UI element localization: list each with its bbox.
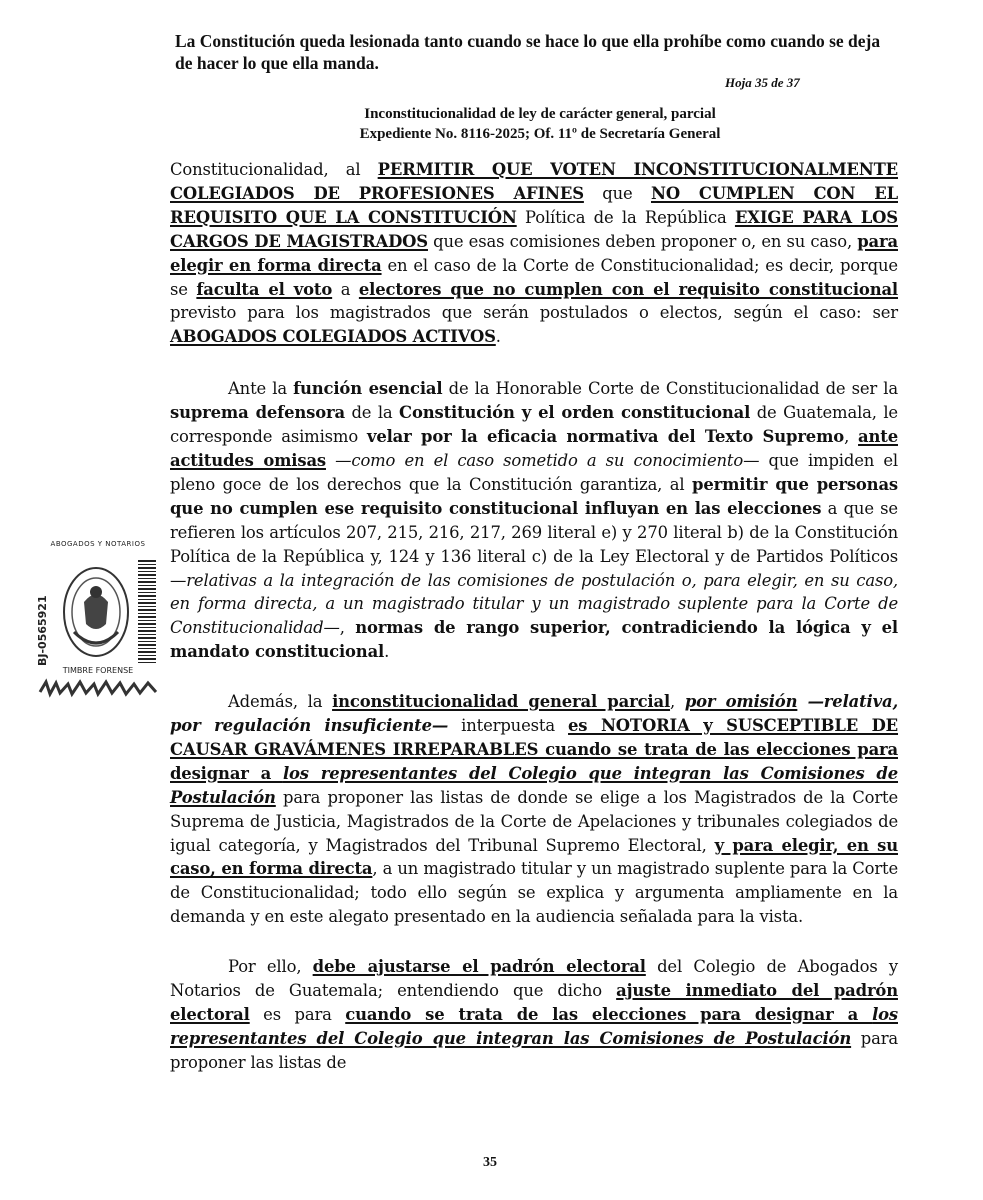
emphasis-run: electores que no cumplen con el requisito constitucional xyxy=(358,279,899,299)
emphasis-run: es NOTORIA y SUSCEPTIBLE DE CAUSAR GRAVÁMENES IRREPARABLES cuando se trata de las elecciones para designar a xyxy=(170,716,899,783)
stamp-top-text: ABOGADOS Y NOTARIOS xyxy=(50,540,146,548)
text-run: Ante la xyxy=(228,379,294,399)
text-run: en el caso de la Corte de Constitucionalidad; es decir, porque se xyxy=(170,255,898,299)
forensic-stamp xyxy=(38,538,158,698)
emphasis-run: y para elegir, en su caso, en forma directa xyxy=(170,835,898,879)
text-run: Por ello, xyxy=(228,957,313,977)
stamp-bottom-text: TIMBRE FORENSE xyxy=(62,666,134,675)
page-number: 35 xyxy=(483,1155,497,1170)
text-run: del Colegio de Abogados y Notarios de Guatemala; entendiendo que dicho xyxy=(170,957,899,1001)
case-file: Expediente No. 8116-2025; Of. 11º de Secretaría General xyxy=(359,126,721,142)
document-body xyxy=(170,158,898,1101)
text-run: . xyxy=(384,642,390,662)
emphasis-run: ABOGADOS COLEGIADOS ACTIVOS xyxy=(170,327,496,347)
text-run: , xyxy=(339,618,356,638)
case-header xyxy=(300,104,780,144)
paragraph-4 xyxy=(170,955,898,1075)
emphasis-run: para elegir en forma directa xyxy=(170,231,898,275)
signature-scribble-icon xyxy=(38,678,158,698)
text-run: que impiden el pleno goce de los derechos que la Constitución garantiza, al xyxy=(170,450,898,494)
stamp-barcode xyxy=(138,560,156,664)
emphasis-run: normas de rango superior, contradiciendo la lógica y el mandato constitucional xyxy=(170,618,898,662)
case-title: Inconstitucionalidad de ley de carácter general, parcial xyxy=(364,106,716,122)
emphasis-run: cuando se trata de las elecciones para designar a xyxy=(345,1005,873,1024)
paragraph-3 xyxy=(170,690,898,929)
emphasis-run: inconstitucionalidad general parcial xyxy=(332,692,671,712)
epigraph: La Constitución queda lesionada tanto cuando se hace lo que ella prohíbe como cuando se deja de hacer lo que ella manda. xyxy=(175,31,881,73)
text-run: que esas comisiones deben proponer o, en su caso, xyxy=(427,231,858,251)
emphasis-run: ajuste inmediato del padrón electoral xyxy=(170,981,898,1024)
emphasis-run: ante actitudes omisas xyxy=(170,427,898,470)
text-run: previsto para los magistrados que serán postulados o electos, según el caso: ser xyxy=(170,303,898,323)
text-run: . xyxy=(495,327,501,347)
emphasis-run: función esencial xyxy=(293,379,443,399)
text-run: Política de la República xyxy=(516,207,735,227)
text-run: Constitucionalidad, al xyxy=(170,160,378,179)
text-run: , a un magistrado titular y un magistrado suplente para la Corte de Constitucionalidad; todo ello según se explica y argumenta ampliamente en la demanda y en este alegato presentado en la audiencia señalada para la vista. xyxy=(170,859,898,927)
text-run: de la xyxy=(344,403,400,423)
emphasis-run: PERMITIR QUE VOTEN INCONSTITUCIONALMENTE COLEGIADOS DE PROFESIONES AFINES xyxy=(170,160,898,203)
emphasis-italic-run: —relativa, por regulación insuficiente— xyxy=(170,692,899,736)
text-run: para proponer las listas de donde se elige a los Magistrados de la Corte Suprema de Justicia, Magistrados de la Corte de Apelaciones y tribunales colegiados de igual categoría, y Magistrados del Tribunal Supremo Electoral, xyxy=(170,787,898,855)
emphasis-run: debe ajustarse el padrón electoral xyxy=(312,957,646,977)
paragraph-2 xyxy=(170,377,898,664)
text-run: es para xyxy=(249,1005,346,1024)
text-run: de la Honorable Corte de Constitucionalidad de ser la xyxy=(442,379,898,399)
emphasis-italic-run: los representantes del Colegio que integran las Comisiones de Postulación xyxy=(170,763,899,807)
text-run: , xyxy=(670,692,685,712)
emphasis-run: permitir que personas que no cumplen ese requisito constitucional influyan en las elecciones xyxy=(170,474,898,518)
emphasis-run: EXIGE PARA LOS CARGOS DE MAGISTRADOS xyxy=(170,207,898,251)
emphasis-run: NO CUMPLEN CON EL REQUISITO QUE LA CONSTITUCIÓN xyxy=(170,183,898,227)
emphasis-run: suprema defensora xyxy=(170,403,345,423)
italic-run: —como en el caso sometido a su conocimiento— xyxy=(326,450,760,470)
text-run: interpuesta xyxy=(448,716,569,736)
text-run: Además, la xyxy=(228,692,333,712)
emphasis-italic-run: los representantes del Colegio que integran las Comisiones de Postulación xyxy=(170,1005,898,1048)
text-run: de Guatemala, le corresponde asimismo xyxy=(170,403,898,447)
coat-of-arms-icon xyxy=(60,562,132,662)
text-run: a xyxy=(332,279,359,299)
paragraph-1 xyxy=(170,158,898,349)
stamp-code: BJ-0565921 xyxy=(36,595,49,666)
emphasis-run: faculta el voto xyxy=(196,279,333,299)
emphasis-italic-run: por omisión xyxy=(684,692,798,712)
emphasis-run: velar por la eficacia normativa del Texto Supremo xyxy=(366,427,845,447)
text-run: para proponer las listas de xyxy=(170,1028,898,1072)
italic-run: —relativas a la integración de las comisiones de postulación o, para elegir, en su caso, en forma directa, a un magistrado titular y un magistrado suplente para la Corte de Constitucionalidad— xyxy=(170,570,898,638)
emphasis-run: Constitución y el orden constitucional xyxy=(399,403,751,423)
text-run: a que se refieren los artículos 207, 215, 216, 217, 269 literal e) y 270 literal b) de la Constitución Política de la República y, 124 y 136 literal c) de la Ley Electoral y de Partidos Políticos xyxy=(170,498,898,566)
sheet-number: Hoja 35 de 37 xyxy=(725,75,800,90)
text-run: que xyxy=(583,183,651,203)
text-run: , xyxy=(844,427,859,447)
